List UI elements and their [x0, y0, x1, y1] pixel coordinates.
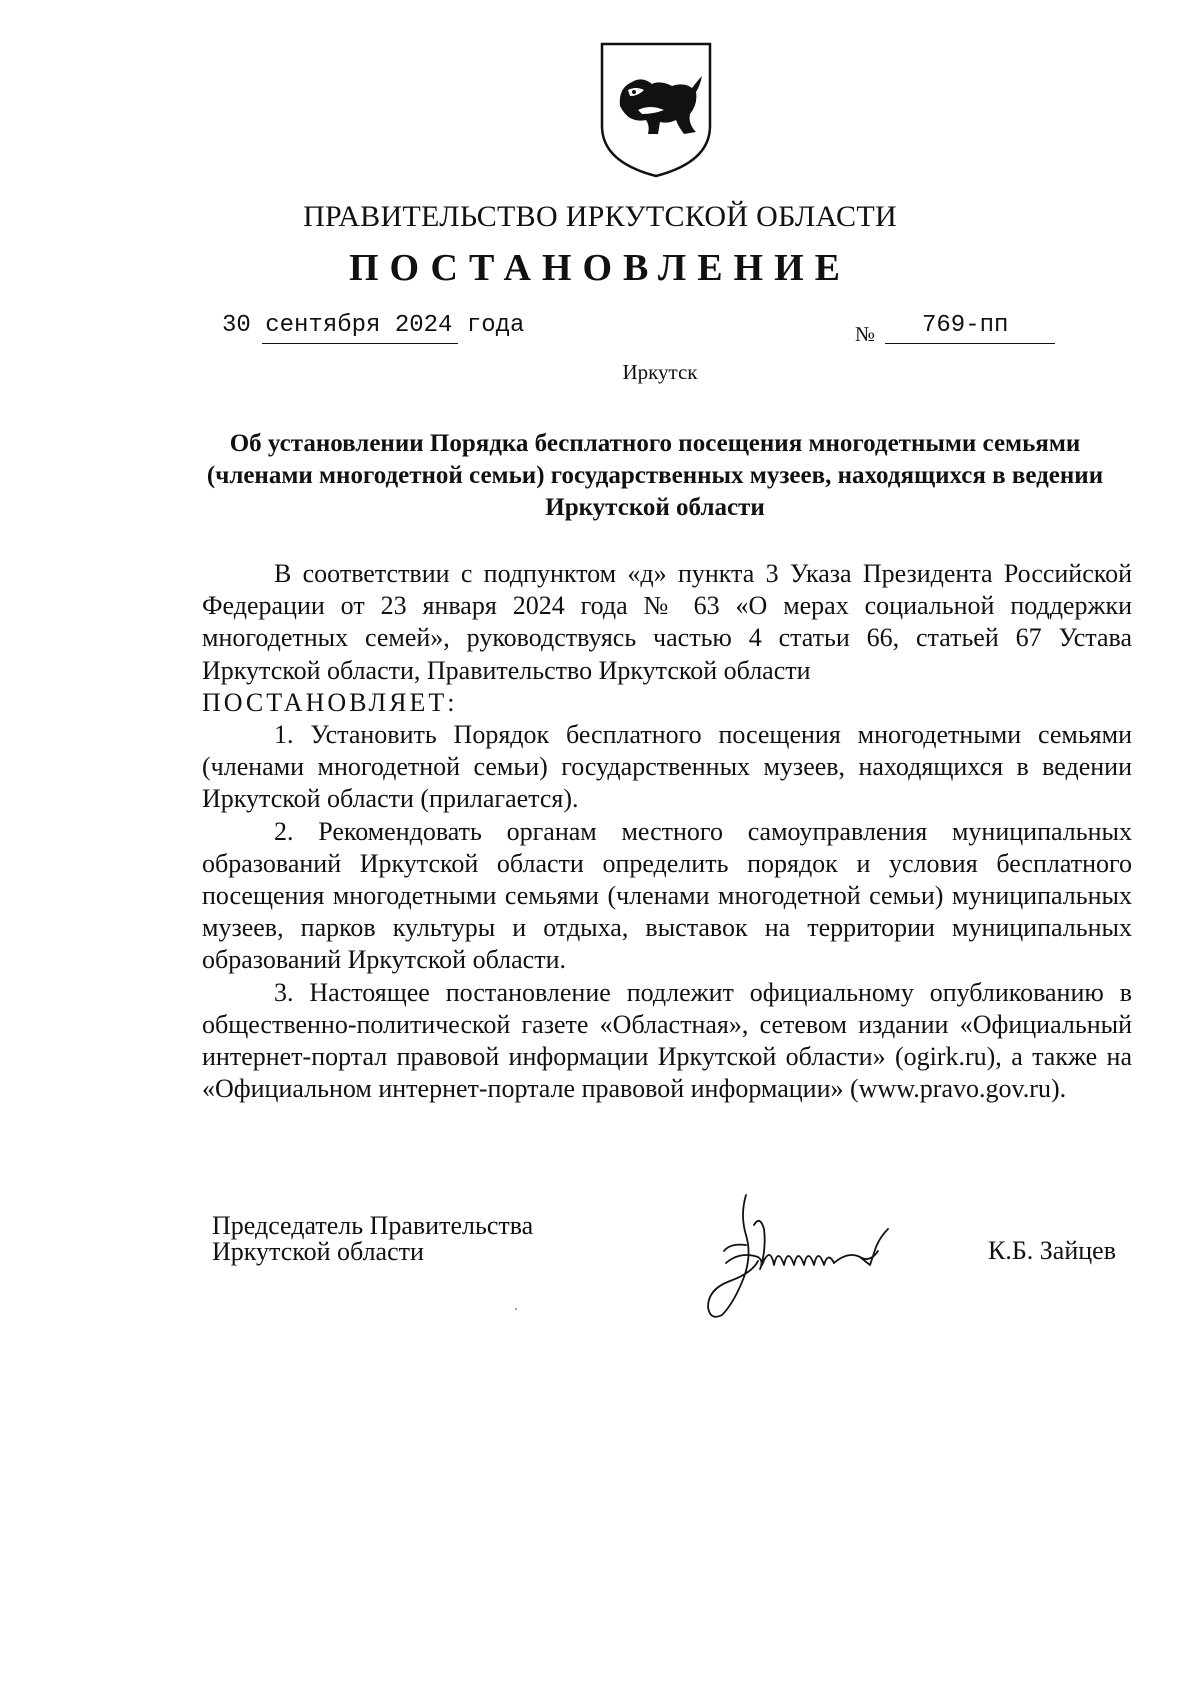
- scan-speck: [515, 1308, 517, 1310]
- document-body: [202, 558, 1132, 1105]
- clause-2: 2. Рекомендовать органам местного самоуправления муниципальных образований Иркутской области определить порядок и условия бесплатного посещения многодетными семьями (членами многодетной семьи) муниципальных музеев, парков культуры и отдыха, выставок на территории муниципальных образований Иркутской области.: [202, 816, 1132, 975]
- handwritten-signature-icon: [700, 1185, 960, 1325]
- signer-position-line2: Иркутской области: [212, 1237, 424, 1266]
- document-number: 769-пп: [922, 312, 1009, 339]
- clause-3: 3. Настоящее постановление подлежит официальному опубликованию в общественно-политической газете «Областная», сетевом издании «Официальный интернет-портал правовой информации Иркутской области» (ogirk.ru), а также на «Официальном интернет-портале правовой информации» (www.pravo.gov.ru).: [202, 977, 1132, 1104]
- signer-position-line1: Председатель Правительства: [212, 1211, 534, 1240]
- issuing-authority: ПРАВИТЕЛЬСТВО ИРКУТСКОЙ ОБЛАСТИ: [303, 200, 897, 233]
- number-underline: [885, 343, 1055, 344]
- clause-1: 1. Установить Порядок бесплатного посещения многодетными семьями (членами многодетной семьи) государственных музеев, находящихся в ведении Иркутской области (прилагается).: [202, 720, 1132, 814]
- document-date: 30 сентября 2024 года: [222, 312, 525, 339]
- signer-position: [212, 1213, 533, 1265]
- document-type: ПОСТАНОВЛЕНИЕ: [348, 247, 852, 289]
- signer-name: К.Б. Зайцев: [988, 1236, 1116, 1265]
- date-underline: [262, 343, 458, 344]
- resolves-heading: ПОСТАНОВЛЯЕТ:: [202, 687, 458, 717]
- number-sign: №: [855, 322, 876, 346]
- document-title: Об установлении Порядка бесплатного посещения многодетными семьями (членами многодетной семьи) государственных музеев, находящихся в ведении Иркутской области: [206, 430, 1104, 521]
- preamble: В соответствии с подпунктом «д» пункта 3 Указа Президента Российской Федерации от 23 января 2024 года № 63 «О мерах социальной поддержки многодетных семей», руководствуясь частью 4 статьи 66, статьей 67 Устава Иркутской области, Правительство Иркутской области: [202, 559, 1132, 685]
- coat-of-arms-icon: [598, 40, 714, 180]
- city: Иркутск: [622, 360, 698, 384]
